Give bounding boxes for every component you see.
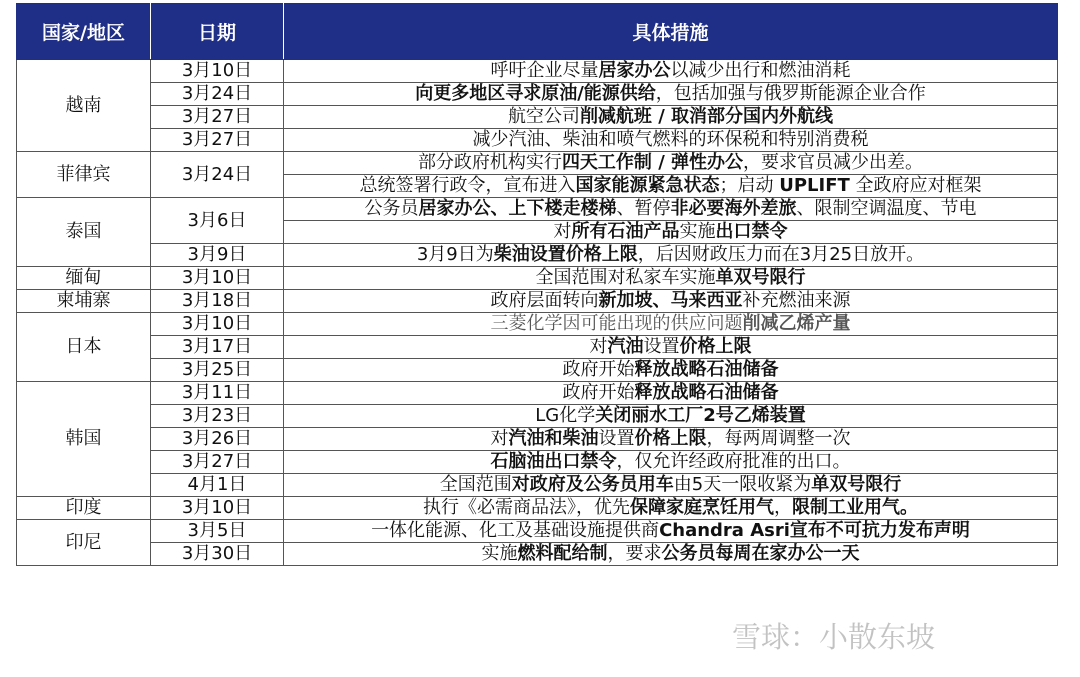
measure-emphasis: 燃料配给制 [517, 543, 608, 564]
measure-cell [284, 175, 1058, 198]
table-row [17, 313, 1058, 336]
table-row [17, 60, 1058, 83]
measure-text: 、暂停 [616, 198, 671, 219]
table-row [17, 129, 1058, 152]
measure-text: 以减少出行和燃油消耗 [670, 60, 851, 81]
measure-cell [284, 129, 1058, 152]
measure-text: 全国范围 [439, 474, 512, 495]
date-cell: 3月10日 [151, 313, 284, 336]
measure-emphasis: 削减航班 / 取消部分国内外航线 [579, 106, 834, 127]
country-cell: 菲律宾 [17, 152, 151, 198]
measure-text: 三菱化学因可能出现的供应问题 [490, 313, 743, 334]
date-cell: 3月24日 [151, 152, 284, 198]
country-cell: 印尼 [17, 520, 151, 566]
table-row [17, 543, 1058, 566]
measure-emphasis: 居家办公、上下楼走楼梯 [418, 198, 617, 219]
table-row [17, 83, 1058, 106]
measure-text: ，要求官员减少出差。 [743, 152, 924, 173]
measure-emphasis: 单双号限行 [811, 474, 902, 495]
measure-cell [284, 543, 1058, 566]
measure-text: 全政府应对框架 [849, 175, 982, 196]
measure-emphasis: 削减乙烯产量 [742, 313, 851, 334]
date-cell: 3月10日 [151, 267, 284, 290]
country-cell: 印度 [17, 497, 151, 520]
country-cell: 泰国 [17, 198, 151, 267]
date-cell: 3月10日 [151, 497, 284, 520]
measure-text: 全国范围对私家车实施 [535, 267, 716, 288]
measure-text: LG化学 [535, 405, 596, 426]
date-cell: 3月5日 [151, 520, 284, 543]
measure-text: ，后因财政压力而在3月25日放开。 [637, 244, 925, 265]
measure-emphasis: 释放战略石油储备 [634, 359, 779, 380]
date-cell: 3月30日 [151, 543, 284, 566]
table-row [17, 336, 1058, 359]
measure-text: 政府开始 [562, 382, 635, 403]
country-cell: 韩国 [17, 382, 151, 497]
measure-text: 部分政府机构实行 [417, 152, 562, 173]
table-row [17, 497, 1058, 520]
measure-text: 执行《必需商品法》，优先 [423, 497, 630, 518]
measure-text: 实施 [481, 543, 518, 564]
measure-emphasis: 汽油 [607, 336, 644, 357]
date-cell: 3月23日 [151, 405, 284, 428]
header-measure: 具体措施 [284, 4, 1058, 60]
measure-cell [284, 451, 1058, 474]
measure-cell [284, 474, 1058, 497]
date-cell: 3月11日 [151, 382, 284, 405]
date-cell: 3月18日 [151, 290, 284, 313]
measure-emphasis: 价格上限 [679, 336, 752, 357]
measure-cell [284, 497, 1058, 520]
measure-emphasis: 石脑油出口禁令 [490, 451, 617, 472]
measure-cell [284, 313, 1058, 336]
country-cell: 柬埔寨 [17, 290, 151, 313]
measure-emphasis: 所有石油产品 [571, 221, 680, 242]
measure-text: 、限制空调温度、节电 [796, 198, 977, 219]
date-cell: 3月27日 [151, 106, 284, 129]
date-cell: 3月10日 [151, 60, 284, 83]
measure-emphasis: 限制工业用气。 [792, 497, 918, 518]
measure-text: 公务员 [364, 198, 419, 219]
measure-text: 减少汽油、柴油和喷气燃料的环保税和特别消费税 [472, 129, 869, 150]
measure-text: 呼吁企业尽量 [490, 60, 599, 81]
table-row [17, 152, 1058, 175]
header-country: 国家/地区 [17, 4, 151, 60]
measure-cell [284, 198, 1058, 221]
measure-text: ，包括加强与俄罗斯能源企业合作 [655, 83, 926, 104]
table-body [17, 60, 1058, 566]
measure-emphasis: 保障家庭烹饪用气 [630, 497, 774, 518]
measure-emphasis: 居家办公 [598, 60, 671, 81]
date-cell: 3月27日 [151, 451, 284, 474]
measure-cell [284, 290, 1058, 313]
country-cell: 越南 [17, 60, 151, 152]
measure-text: 政府开始 [562, 359, 635, 380]
measure-text: 实施 [679, 221, 716, 242]
measure-emphasis: 非必要海外差旅 [670, 198, 797, 219]
measure-text: 补充燃油来源 [742, 290, 851, 311]
country-cell: 缅甸 [17, 267, 151, 290]
measure-text: 对 [490, 428, 509, 449]
table-row [17, 244, 1058, 267]
table-row [17, 474, 1058, 497]
table-header-row [17, 4, 1058, 60]
table-row [17, 106, 1058, 129]
date-cell: 3月9日 [151, 244, 284, 267]
date-cell: 3月24日 [151, 83, 284, 106]
measure-emphasis: 出口禁令 [715, 221, 788, 242]
measure-text: ；启动 [719, 175, 780, 196]
measure-text: 总统签署行政令，宣布进入 [359, 175, 576, 196]
measure-text: 一体化能源、化工及基础设施提供商 [371, 520, 660, 541]
measure-emphasis: 汽油和柴油 [508, 428, 599, 449]
table-row [17, 198, 1058, 221]
measure-cell [284, 405, 1058, 428]
measure-emphasis: Chandra Asri宣布不可抗力发布声明 [659, 520, 970, 541]
watermark: 雪球：小散东坡 [732, 620, 936, 654]
table-row [17, 382, 1058, 405]
measure-text: 对 [553, 221, 572, 242]
measure-text: 设置 [643, 336, 680, 357]
measure-cell [284, 83, 1058, 106]
measure-emphasis: UPLIFT [779, 175, 850, 196]
measure-text: 由5天一限收紧为 [673, 474, 812, 495]
measure-text: ，仅允许经政府批准的出口。 [616, 451, 851, 472]
measure-cell [284, 382, 1058, 405]
measure-cell [284, 221, 1058, 244]
measure-cell [284, 520, 1058, 543]
measure-emphasis: 对政府及公务员用车 [511, 474, 674, 495]
measure-text: 对 [589, 336, 608, 357]
table-row [17, 290, 1058, 313]
measure-emphasis: 单双号限行 [715, 267, 806, 288]
measure-cell [284, 428, 1058, 451]
measure-cell [284, 60, 1058, 83]
measure-emphasis: 柴油设置价格上限 [493, 244, 638, 265]
measure-text: 3月9日为 [416, 244, 494, 265]
measure-cell [284, 359, 1058, 382]
table-row [17, 267, 1058, 290]
measure-emphasis: 新加坡、马来西亚 [598, 290, 743, 311]
measure-emphasis: 公务员每周在家办公一天 [661, 543, 860, 564]
measure-text: 航空公司 [507, 106, 580, 127]
measures-table [16, 3, 1058, 566]
date-cell: 3月27日 [151, 129, 284, 152]
measure-text: ，每两周调整一次 [706, 428, 851, 449]
measure-text: ， [774, 497, 792, 518]
measure-emphasis: 国家能源紧急状态 [575, 175, 720, 196]
measure-emphasis: 价格上限 [634, 428, 707, 449]
measure-emphasis: 四天工作制 / 弹性办公 [561, 152, 744, 173]
date-cell: 4月1日 [151, 474, 284, 497]
table-row [17, 405, 1058, 428]
table-row [17, 428, 1058, 451]
header-date: 日期 [151, 4, 284, 60]
measure-cell [284, 106, 1058, 129]
date-cell: 3月17日 [151, 336, 284, 359]
country-cell: 日本 [17, 313, 151, 382]
measure-emphasis: 关闭丽水工厂2号乙烯装置 [595, 405, 806, 426]
measure-cell [284, 244, 1058, 267]
table-row [17, 359, 1058, 382]
measure-text: ，要求 [607, 543, 662, 564]
measure-emphasis: 释放战略石油储备 [634, 382, 779, 403]
measure-emphasis: 向更多地区寻求原油/能源供给 [415, 83, 656, 104]
date-cell: 3月26日 [151, 428, 284, 451]
measure-cell [284, 267, 1058, 290]
table-row [17, 520, 1058, 543]
measure-text: 设置 [598, 428, 635, 449]
table-row [17, 451, 1058, 474]
date-cell: 3月6日 [151, 198, 284, 244]
date-cell: 3月25日 [151, 359, 284, 382]
measure-text: 政府层面转向 [490, 290, 599, 311]
measure-cell [284, 152, 1058, 175]
measure-cell [284, 336, 1058, 359]
